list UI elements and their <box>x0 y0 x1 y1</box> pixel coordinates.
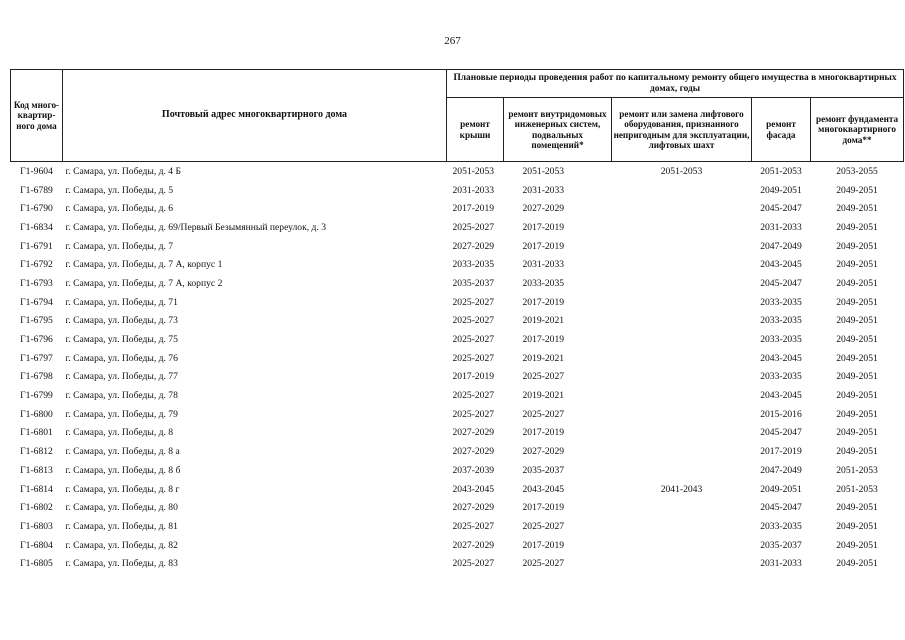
table-row <box>11 424 904 443</box>
cell-address: г. Самара, ул. Победы, д. 73 <box>65 315 178 327</box>
cell-engineering: 2017-2019 <box>522 296 565 308</box>
cell-foundation: 2049-2051 <box>836 334 878 346</box>
table-row <box>11 517 904 536</box>
cell-engineering: 2017-2019 <box>522 502 565 514</box>
cell-code: Г1-6800 <box>20 408 53 420</box>
cell-roof: 2025-2027 <box>452 520 495 532</box>
cell-foundation: 2049-2051 <box>836 296 878 308</box>
cell-lift <box>612 274 752 293</box>
header-engineering: ремонт внутридомовых инженерных систем, подвальных помещений* <box>504 98 612 162</box>
cell-engineering: 2027-2029 <box>522 203 565 215</box>
cell-code: Г1-6796 <box>20 334 53 346</box>
cell-engineering: 2031-2033 <box>522 184 565 196</box>
cell-engineering: 2017-2019 <box>522 539 565 551</box>
cell-address: г. Самара, ул. Победы, д. 8 а <box>65 446 180 458</box>
cell-roof: 2025-2027 <box>452 408 495 420</box>
cell-foundation: 2049-2051 <box>836 277 878 289</box>
cell-facade: 2045-2047 <box>760 203 802 215</box>
cell-address: г. Самара, ул. Победы, д. 5 <box>65 184 174 196</box>
cell-engineering: 2025-2027 <box>522 520 565 532</box>
cell-lift <box>612 199 752 218</box>
cell-engineering: 2019-2021 <box>522 390 565 402</box>
cell-facade: 2043-2045 <box>760 390 802 402</box>
cell-code: Г1-6799 <box>20 390 53 402</box>
cell-lift <box>612 405 752 424</box>
table-row <box>11 405 904 424</box>
table-row <box>11 442 904 461</box>
table-row <box>11 480 904 499</box>
cell-roof: 2017-2019 <box>452 371 495 383</box>
cell-engineering: 2035-2037 <box>522 464 565 476</box>
table-row <box>11 330 904 349</box>
cell-lift <box>612 386 752 405</box>
cell-facade: 2051-2053 <box>752 162 811 181</box>
cell-lift <box>612 330 752 349</box>
cell-address: г. Самара, ул. Победы, д. 77 <box>65 371 178 383</box>
cell-code: Г1-6812 <box>20 446 53 458</box>
table-row <box>11 536 904 555</box>
cell-roof: 2025-2027 <box>452 558 495 570</box>
cell-foundation: 2049-2051 <box>836 259 878 271</box>
header-periods: Плановые периоды проведения работ по капитальному ремонту общего имущества в многоквартирных домах, годы <box>447 70 904 98</box>
cell-address: г. Самара, ул. Победы, д. 7 А, корпус 2 <box>65 277 223 289</box>
cell-facade: 2047-2049 <box>760 464 802 476</box>
cell-facade: 2045-2047 <box>760 277 802 289</box>
cell-address: г. Самара, ул. Победы, д. 81 <box>65 520 178 532</box>
cell-code: Г1-6798 <box>20 371 53 383</box>
cell-address: г. Самара, ул. Победы, д. 6 <box>65 203 174 215</box>
cell-facade: 2033-2035 <box>760 371 802 383</box>
cell-facade: 2043-2045 <box>760 259 802 271</box>
cell-lift <box>612 293 752 312</box>
cell-address: г. Самара, ул. Победы, д. 78 <box>65 390 178 402</box>
cell-address: г. Самара, ул. Победы, д. 76 <box>65 352 178 364</box>
cell-code: Г1-6795 <box>20 315 53 327</box>
cell-address: г. Самара, ул. Победы, д. 71 <box>65 296 178 308</box>
cell-address: г. Самара, ул. Победы, д. 79 <box>65 408 178 420</box>
cell-engineering: 2033-2035 <box>522 277 565 289</box>
cell-foundation: 2049-2051 <box>836 184 878 196</box>
table-row <box>11 255 904 274</box>
cell-facade: 2035-2037 <box>760 539 802 551</box>
cell-code: Г1-6813 <box>20 464 53 476</box>
cell-engineering: 2017-2019 <box>522 240 565 252</box>
cell-lift: 2051-2053 <box>612 162 752 181</box>
cell-engineering: 2019-2021 <box>522 352 565 364</box>
cell-roof: 2027-2029 <box>452 427 495 439</box>
cell-roof: 2035-2037 <box>452 277 495 289</box>
table-row <box>11 237 904 256</box>
cell-address: г. Самара, ул. Победы, д. 8 г <box>65 483 180 495</box>
cell-facade: 2031-2033 <box>760 558 802 570</box>
cell-address: г. Самара, ул. Победы, д. 4 Б <box>63 162 447 181</box>
cell-engineering: 2043-2045 <box>522 483 565 495</box>
table-row <box>11 293 904 312</box>
table-row <box>11 199 904 218</box>
cell-foundation: 2051-2053 <box>836 483 878 495</box>
cell-foundation: 2051-2053 <box>836 464 878 476</box>
cell-facade: 2031-2033 <box>760 221 802 233</box>
cell-foundation: 2053-2055 <box>811 162 904 181</box>
table-row <box>11 368 904 387</box>
cell-code: Г1-6789 <box>20 184 53 196</box>
cell-foundation: 2049-2051 <box>836 502 878 514</box>
cell-code: Г1-6794 <box>20 296 53 308</box>
cell-code: Г1-6805 <box>20 558 53 570</box>
cell-code: Г1-6797 <box>20 352 53 364</box>
cell-foundation: 2049-2051 <box>836 446 878 458</box>
cell-engineering: 2025-2027 <box>522 558 565 570</box>
cell-code: Г1-6804 <box>20 539 53 551</box>
cell-lift <box>612 461 752 480</box>
table-row <box>11 386 904 405</box>
cell-engineering: 2025-2027 <box>522 408 565 420</box>
cell-code: Г1-9604 <box>11 162 63 181</box>
cell-code: Г1-6791 <box>20 240 53 252</box>
cell-roof: 2017-2019 <box>452 203 495 215</box>
cell-foundation: 2049-2051 <box>836 371 878 383</box>
cell-lift <box>612 442 752 461</box>
cell-address: г. Самара, ул. Победы, д. 7 А, корпус 1 <box>65 259 223 271</box>
cell-address: г. Самара, ул. Победы, д. 75 <box>65 334 178 346</box>
cell-facade: 2033-2035 <box>760 520 802 532</box>
cell-facade: 2015-2016 <box>760 408 802 420</box>
page-number: 267 <box>444 35 461 47</box>
cell-engineering: 2019-2021 <box>522 315 565 327</box>
table-row <box>11 554 904 573</box>
header-roof: ремонт крыши <box>447 98 504 162</box>
cell-engineering: 2051-2053 <box>504 162 612 181</box>
cell-roof: 2025-2027 <box>452 334 495 346</box>
cell-lift <box>612 237 752 256</box>
cell-code: Г1-6792 <box>20 259 53 271</box>
table-row <box>11 162 904 181</box>
header-facade: ремонт фасада <box>752 98 811 162</box>
cell-roof: 2025-2027 <box>452 390 495 402</box>
cell-address: г. Самара, ул. Победы, д. 83 <box>65 558 178 570</box>
cell-roof: 2027-2029 <box>452 539 495 551</box>
cell-lift <box>612 218 752 237</box>
cell-code: Г1-6802 <box>20 502 53 514</box>
cell-foundation: 2049-2051 <box>836 352 878 364</box>
header-foundation: ремонт фундамента многоквартирного дома** <box>811 98 904 162</box>
cell-roof: 2027-2029 <box>452 240 495 252</box>
cell-lift <box>612 368 752 387</box>
cell-facade: 2049-2051 <box>760 184 802 196</box>
cell-roof: 2027-2029 <box>452 446 495 458</box>
cell-foundation: 2049-2051 <box>836 427 878 439</box>
cell-roof: 2027-2029 <box>452 502 495 514</box>
cell-lift <box>612 312 752 331</box>
table-body <box>11 162 904 574</box>
cell-engineering: 2017-2019 <box>522 427 565 439</box>
cell-foundation: 2049-2051 <box>836 203 878 215</box>
cell-address: г. Самара, ул. Победы, д. 80 <box>65 502 178 514</box>
table-row <box>11 181 904 200</box>
cell-facade: 2045-2047 <box>760 427 802 439</box>
cell-code: Г1-6803 <box>20 520 53 532</box>
cell-code: Г1-6793 <box>20 277 53 289</box>
cell-lift: 2041-2043 <box>660 483 703 495</box>
cell-code: Г1-6834 <box>20 221 53 233</box>
cell-roof: 2043-2045 <box>452 483 495 495</box>
table-header <box>11 70 904 162</box>
cell-lift <box>612 517 752 536</box>
cell-roof: 2025-2027 <box>452 221 495 233</box>
header-address: Почтовый адрес многоквартирного дома <box>63 70 447 162</box>
cell-roof: 2031-2033 <box>452 184 495 196</box>
cell-foundation: 2049-2051 <box>836 408 878 420</box>
cell-address: г. Самара, ул. Победы, д. 8 б <box>65 464 181 476</box>
cell-facade: 2047-2049 <box>760 240 802 252</box>
cell-engineering: 2031-2033 <box>522 259 565 271</box>
cell-foundation: 2049-2051 <box>836 221 878 233</box>
cell-roof: 2033-2035 <box>452 259 495 271</box>
table-row <box>11 349 904 368</box>
cell-code: Г1-6814 <box>20 483 53 495</box>
cell-roof: 2025-2027 <box>452 296 495 308</box>
cell-code: Г1-6790 <box>20 203 53 215</box>
table-row <box>11 498 904 517</box>
table-row <box>11 461 904 480</box>
cell-foundation: 2049-2051 <box>836 558 878 570</box>
cell-foundation: 2049-2051 <box>836 539 878 551</box>
repair-schedule-table <box>10 69 904 573</box>
table-row <box>11 218 904 237</box>
cell-facade: 2033-2035 <box>760 315 802 327</box>
cell-lift <box>612 349 752 368</box>
cell-address: г. Самара, ул. Победы, д. 69/Первый Безымянный переулок, д. 3 <box>65 221 326 233</box>
cell-roof: 2025-2027 <box>452 315 495 327</box>
cell-roof: 2037-2039 <box>452 464 495 476</box>
cell-facade: 2017-2019 <box>760 446 802 458</box>
cell-foundation: 2049-2051 <box>836 240 878 252</box>
cell-address: г. Самара, ул. Победы, д. 82 <box>65 539 178 551</box>
cell-lift <box>612 554 752 573</box>
cell-facade: 2033-2035 <box>760 296 802 308</box>
table-row <box>11 274 904 293</box>
cell-lift <box>612 498 752 517</box>
cell-facade: 2049-2051 <box>760 483 802 495</box>
header-code: Код много-квартир-ного дома <box>11 70 63 162</box>
cell-engineering: 2017-2019 <box>522 334 565 346</box>
cell-lift <box>612 424 752 443</box>
cell-facade: 2043-2045 <box>760 352 802 364</box>
cell-code: Г1-6801 <box>20 427 53 439</box>
cell-roof: 2025-2027 <box>452 352 495 364</box>
header-lift: ремонт или замена лифтового оборудования, признанного непригодным для эксплуатации, лифтовых шахт <box>612 98 752 162</box>
cell-address: г. Самара, ул. Победы, д. 7 <box>65 240 174 252</box>
table-row <box>11 312 904 331</box>
cell-engineering: 2027-2029 <box>522 446 565 458</box>
cell-facade: 2033-2035 <box>760 334 802 346</box>
cell-address: г. Самара, ул. Победы, д. 8 <box>65 427 174 439</box>
cell-foundation: 2049-2051 <box>836 315 878 327</box>
cell-lift <box>612 181 752 200</box>
cell-engineering: 2025-2027 <box>522 371 565 383</box>
cell-lift <box>612 255 752 274</box>
cell-foundation: 2049-2051 <box>836 520 878 532</box>
cell-roof: 2051-2053 <box>447 162 504 181</box>
cell-lift <box>612 536 752 555</box>
cell-foundation: 2049-2051 <box>836 390 878 402</box>
cell-engineering: 2017-2019 <box>522 221 565 233</box>
cell-facade: 2045-2047 <box>760 502 802 514</box>
